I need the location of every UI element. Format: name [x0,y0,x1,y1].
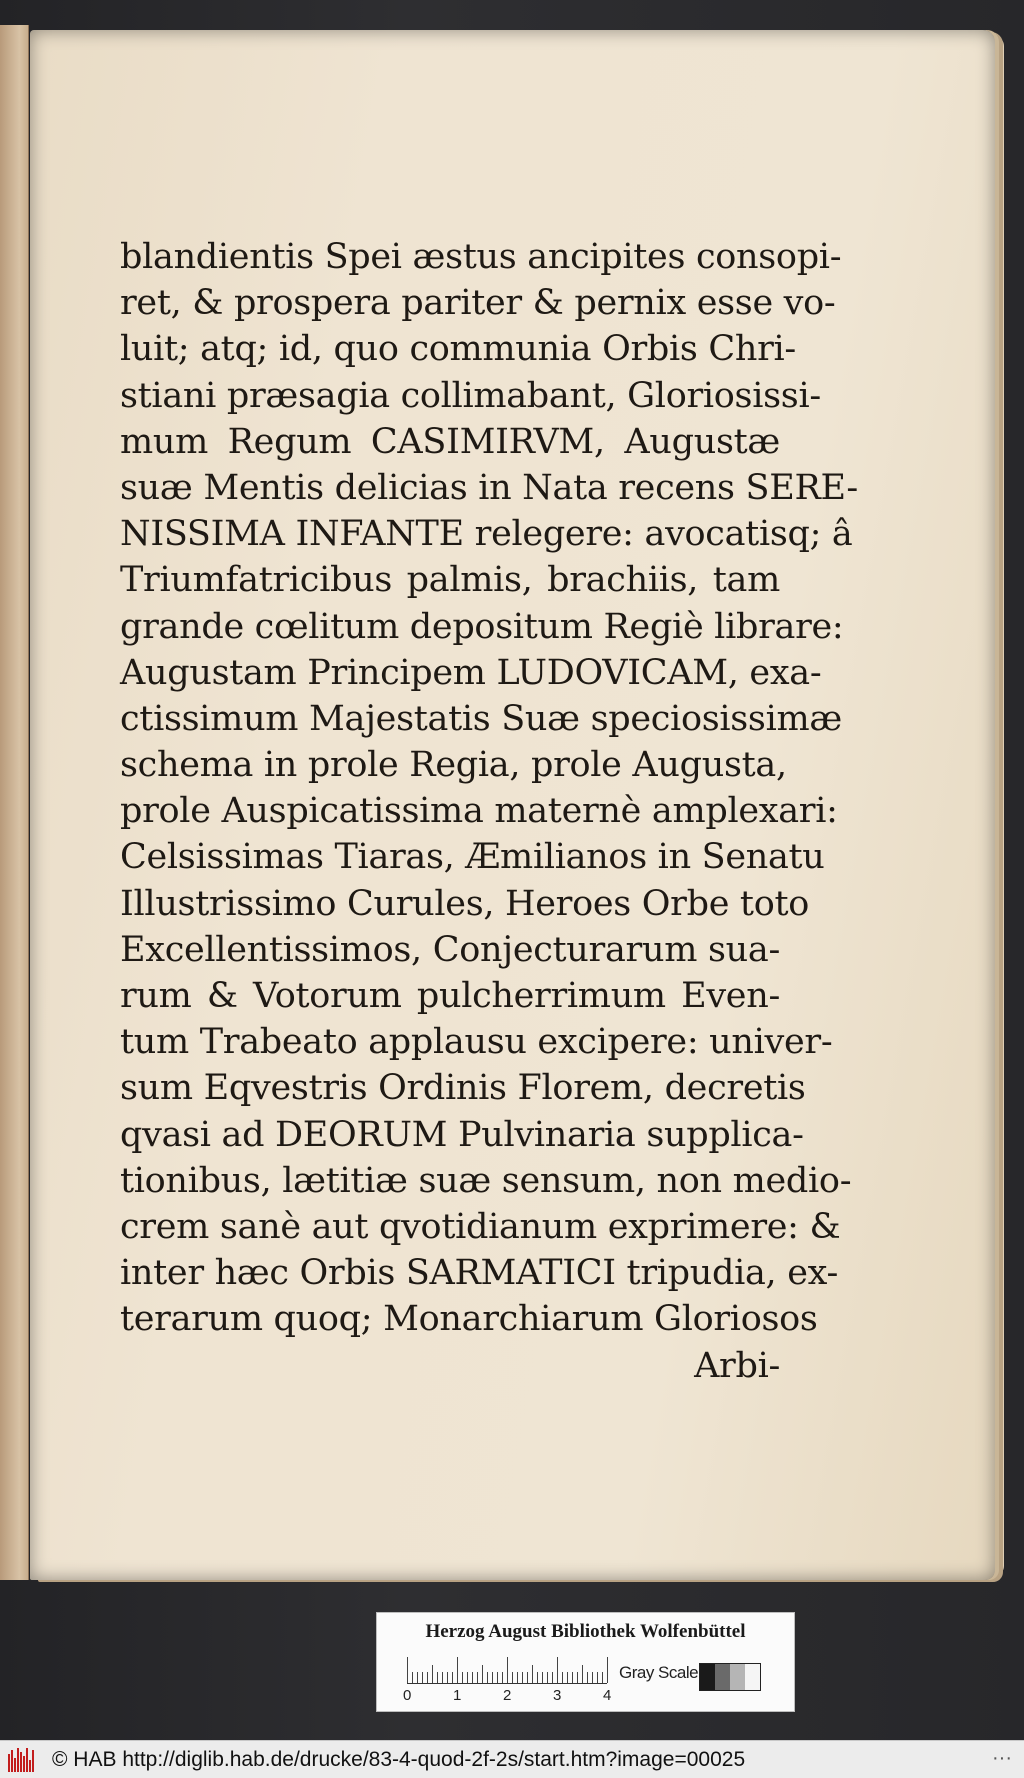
ruler-tick [592,1672,593,1683]
ruler-tick [502,1672,503,1683]
text-line: suæ Mentis delicias in Nata recens SERE- [120,467,858,508]
ruler-tick [577,1672,578,1683]
text-line: ctissimum Majestatis Suæ speciosissimæ [120,698,842,739]
ruler-number: 1 [453,1687,462,1704]
ruler-tick [422,1672,423,1683]
ruler-tick [607,1657,608,1683]
status-url[interactable]: © HAB http://diglib.hab.de/drucke/83-4-quod-2f-2s/start.htm?image=00025 [52,1747,746,1771]
ruler-tick [547,1672,548,1683]
ruler-tick [562,1672,563,1683]
scale-ruler [407,1657,607,1684]
text-line: crem sanè aut qvotidianum exprimere: & [120,1206,841,1247]
ruler-tick [572,1672,573,1683]
text-line: qvasi ad DEORUM Pulvinaria supplica- [120,1114,804,1155]
text-block [120,234,858,1389]
text-line: stiani præsagia collimabant, Gloriosissi- [120,375,821,416]
ruler-tick [542,1672,543,1683]
ruler-tick [472,1672,473,1683]
ruler-tick [527,1672,528,1683]
text-line: Celsissimas Tiaras, Æmilianos in Senatu [120,837,825,878]
ruler-tick [532,1665,533,1683]
ruler-tick [492,1672,493,1683]
text-line: tum Trabeato applausu excipere: univer- [120,1022,833,1063]
text-line: grande cœlitum depositum Regiè librare: [120,606,844,647]
ruler-tick [427,1672,428,1683]
ruler-number: 2 [503,1687,512,1704]
book-page [30,30,995,1580]
ruler-tick [567,1672,568,1683]
ruler-tick [522,1672,523,1683]
text-line: prole Auspicatissima maternè amplexari: [120,791,838,832]
ruler-tick [497,1672,498,1683]
text-line: luit; atq; id, quo communia Orbis Chri- [120,329,796,370]
facing-page-edge [0,25,29,1580]
text-line: inter hæc Orbis SARMATICI tripudia, ex- [120,1253,838,1294]
ruler-tick [462,1672,463,1683]
text-line: tionibus, lætitiæ suæ sensum, non medio- [120,1160,852,1201]
text-line: sum Eqvestris Ordinis Florem, decretis [120,1068,806,1109]
gray-swatch [730,1664,745,1690]
ruler-tick [552,1672,553,1683]
text-line: Excellentissimos, Conjecturarum sua- [120,929,780,970]
gray-swatch [700,1664,715,1690]
ruler-tick [412,1672,413,1683]
text-line: mum Regum CASIMIRVM, Augustæ [120,421,780,462]
ruler-tick [557,1657,558,1683]
ruler-number: 4 [603,1687,612,1704]
ruler-tick [507,1657,508,1683]
ruler-number: 3 [553,1687,562,1704]
ruler-tick [517,1672,518,1683]
text-line: schema in prole Regia, prole Augusta, [120,745,787,786]
text-line: Illustrissimo Curules, Heroes Orbe toto [120,883,810,924]
ruler-tick [587,1672,588,1683]
ruler-tick [602,1672,603,1683]
more-options-icon[interactable]: ··· [992,1747,1012,1769]
ruler-tick [457,1657,458,1683]
ruler-tick [452,1672,453,1683]
text-line: Triumfatricibus palmis, brachiis, tam [120,560,780,601]
color-target [376,1612,795,1712]
ruler-tick [582,1665,583,1683]
text-line: terarum quoq; Monarchiarum Gloriosos [120,1299,818,1340]
text-line: ret, & prospera pariter & pernix esse vo- [120,283,836,324]
gray-swatch [715,1664,730,1690]
ruler-tick [512,1672,513,1683]
gray-swatch [745,1664,760,1690]
text-line: Augustam Principem LUDOVICAM, exa- [120,652,822,693]
ruler-tick [597,1672,598,1683]
gray-scale-swatches [699,1663,761,1691]
ruler-tick [442,1672,443,1683]
hab-logo-icon [8,1748,42,1772]
status-bar [0,1740,1024,1778]
page-fore-edge [994,36,1004,1576]
ruler-tick [487,1672,488,1683]
ruler-tick [477,1672,478,1683]
ruler-tick [482,1665,483,1683]
text-line: rum & Votorum pulcherrimum Even- [120,976,780,1016]
catchword: Arbi- [694,1345,780,1386]
ruler-tick [447,1672,448,1683]
ruler-tick [537,1672,538,1683]
text-line: NISSIMA INFANTE relegere: avocatisq; â [120,514,853,555]
gray-scale-label: Gray Scale [619,1663,699,1682]
ruler-tick [467,1672,468,1683]
ruler-number: 0 [403,1687,412,1704]
ruler-tick [432,1665,433,1683]
ruler-tick [407,1657,408,1683]
target-title: Herzog August Bibliothek Wolfenbüttel [425,1621,746,1642]
text-line: blandientis Spei æstus ancipites consopi- [120,237,842,277]
ruler-tick [437,1672,438,1683]
ruler-tick [417,1672,418,1683]
